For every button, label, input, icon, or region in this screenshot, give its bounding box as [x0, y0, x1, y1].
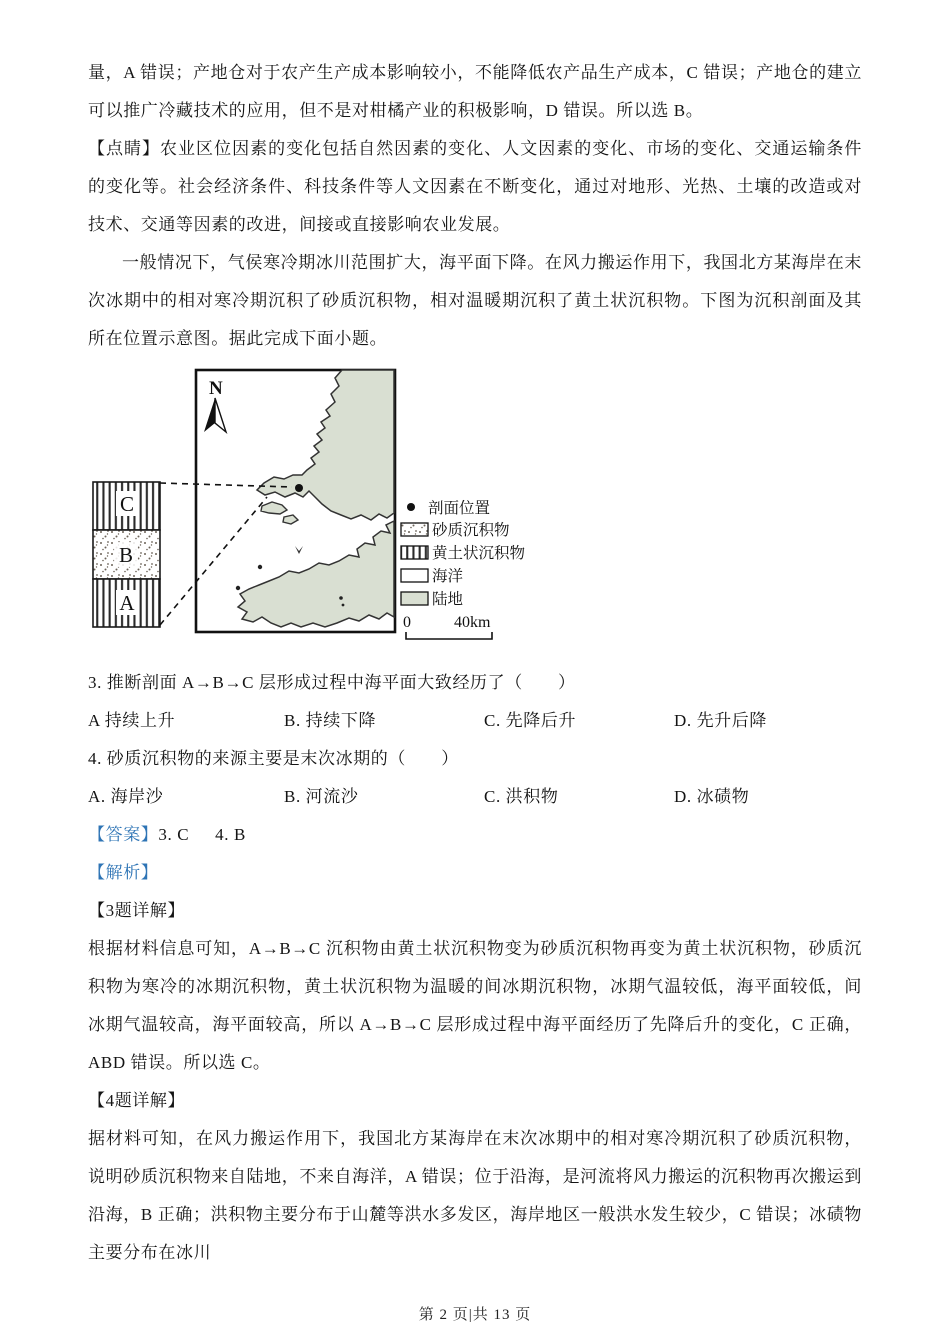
detail-3-body: 根据材料信息可知，A→B→C 沉积物由黄土状沉积物变为砂质沉积物再变为黄土状沉积物，砂质沉积物为寒冷的冰期沉积物，黄土状沉积物为温暖的间冰期沉积物，冰期气温较低，海平面较低，间冰期气温较高，海平面较高，所以 A→B→C 层形成过程中海平面经历了先降后升的变化，C 正确，ABD 错误。所以选 C。	[88, 939, 862, 1072]
scale-value: 40km	[454, 614, 491, 631]
answer-line	[88, 816, 862, 854]
layer-a-label: A	[119, 591, 135, 615]
detail-4-heading: 【4题详解】	[88, 1091, 186, 1110]
legend-ocean-swatch	[401, 569, 428, 582]
islet-dot-3	[339, 596, 343, 600]
paragraph-continuation: 量，A 错误；产地仓对于农产生产成本影响较小，不能降低农产品生产成本，C 错误；产地仓的建立可以推广冷藏技术的应用，但不是对柑橘产业的积极影响，D 错误。所以选 B。	[88, 63, 862, 120]
paragraph-dianjing: 【点睛】农业区位因素的变化包括自然因素的变化、人文因素的变化、市场的变化、交通运输条件的变化等。社会经济条件、科技条件等人文因素在不断变化，通过对地形、光热、土壤的改造或对技术、交通等因素的改进，间接或直接影响农业发展。	[88, 139, 862, 234]
north-label: N	[209, 378, 223, 399]
analysis-tag: 【解析】	[88, 863, 159, 882]
question-4-stem: 4. 砂质沉积物的来源主要是末次冰期的（ ）	[88, 749, 459, 768]
q3-option-b: B. 持续下降	[284, 711, 377, 730]
page-footer: 第 2 页|共 13 页	[418, 1307, 532, 1323]
location-map	[196, 370, 395, 632]
scale-zero: 0	[403, 614, 411, 631]
detail-4-body: 据材料可知，在风力搬运作用下，我国北方某海岸在末次冰期中的相对寒冷期沉积了砂质沉积物，说明砂质沉积物来自陆地，不来自海洋，A 错误；位于沿海，是河流将风力搬运的沉积物再次搬运到沿海，B 正确；洪积物主要分布于山麓等洪水多发区，海岸地区一般洪水发生较少，C 错误；冰碛物主要分布在冰川	[88, 1129, 862, 1262]
answer-tag: 【答案】	[88, 825, 159, 844]
question-3-stem: 3. 推断剖面 A→B→C 层形成过程中海平面大致经历了（ ）	[88, 673, 576, 692]
map-legend	[401, 499, 525, 639]
answer-q4: 4. B	[215, 825, 246, 844]
legend-ocean-label: 海洋	[432, 568, 464, 585]
layer-c-label: C	[119, 492, 135, 516]
question-4-options	[88, 778, 862, 816]
legend-profile-dot-icon	[407, 503, 415, 511]
q4-option-c: C. 洪积物	[484, 787, 559, 806]
q4-option-b: B. 河流沙	[284, 787, 359, 806]
islet-dot-2	[236, 586, 240, 590]
islet-dot-1	[258, 565, 262, 569]
profile-location-dot	[295, 484, 303, 492]
analysis-tag-line	[88, 854, 862, 892]
legend-loess-label: 黄土状沉积物	[432, 545, 526, 562]
figure-sediment-map	[88, 364, 862, 656]
paragraph-stimulus: 一般情况下，气侯寒冷期冰川范围扩大，海平面下降。在风力搬运作用下，我国北方某海岸在末次冰期中的相对寒冷期沉积了砂质沉积物，相对温暖期沉积了黄土状沉积物。下图为沉积剖面及其所在位置示意图。据此完成下面小题。	[88, 253, 862, 348]
figure-svg	[88, 364, 540, 656]
q4-option-a: A. 海岸沙	[88, 787, 164, 806]
legend-land-label: 陆地	[432, 591, 464, 608]
legend-sand-label: 砂质沉积物	[432, 522, 510, 539]
detail-3-heading: 【3题详解】	[88, 901, 186, 920]
layer-b-label: B	[118, 543, 134, 567]
q4-option-d: D. 冰碛物	[674, 787, 750, 806]
legend-profile-label: 剖面位置	[428, 500, 491, 517]
q3-option-d: D. 先升后降	[674, 711, 767, 730]
legend-land-swatch	[401, 592, 428, 605]
q3-option-c: C. 先降后升	[484, 711, 577, 730]
islet-dot-4	[342, 604, 345, 607]
strat-column	[93, 482, 160, 627]
answer-q3: 3. C	[158, 825, 190, 844]
scale-bar	[406, 632, 492, 639]
q3-option-a: A 持续上升	[88, 711, 176, 730]
legend-stripes-swatch	[401, 546, 428, 559]
legend-stipple-swatch	[401, 523, 428, 536]
question-3-options	[88, 702, 862, 740]
